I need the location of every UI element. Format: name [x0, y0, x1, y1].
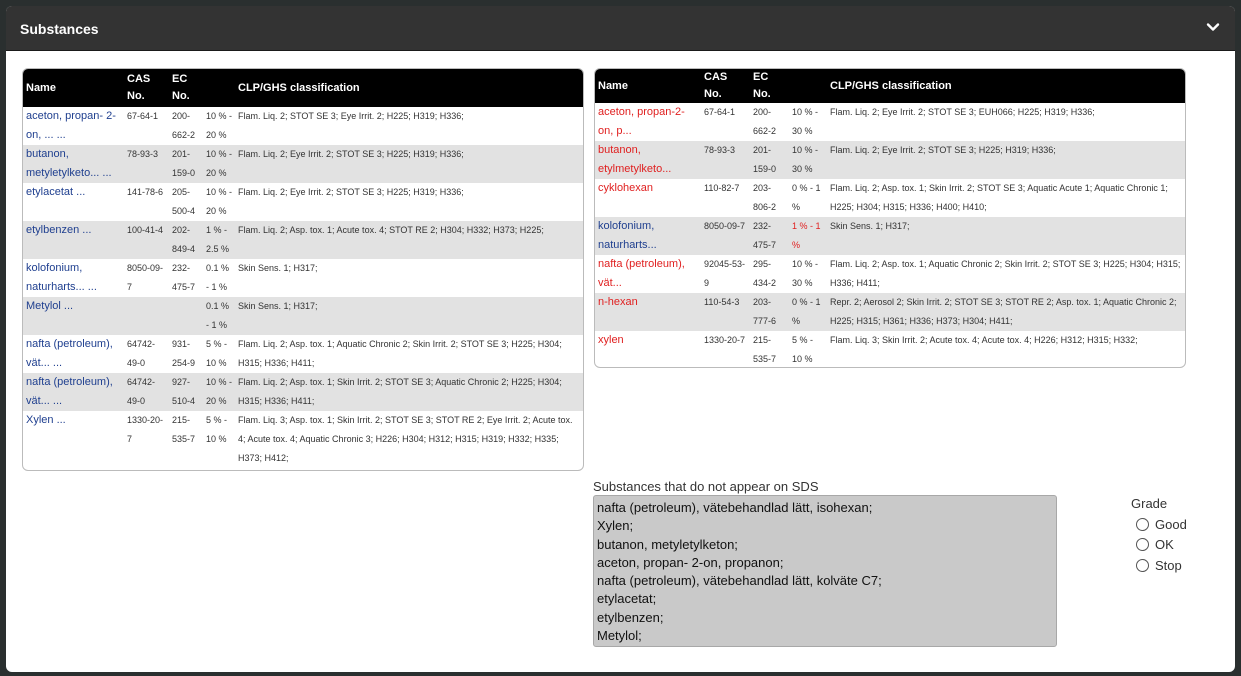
col-header-name: Name: [23, 69, 124, 107]
table-row: [23, 411, 583, 468]
missing-substance-line: etylacetat;: [597, 591, 657, 607]
substance-link[interactable]: Metylol ...: [26, 300, 74, 312]
cas-cell: 78-93-3: [701, 141, 750, 179]
missing-substance-line: nafta (petroleum), vätebehandlad lätt, isohexan;: [597, 500, 873, 515]
radio-stop[interactable]: [1136, 559, 1149, 572]
substance-link[interactable]: xylen: [598, 334, 624, 346]
ec-cell: 203-777-6: [750, 293, 789, 331]
panel-title: Substances: [20, 21, 99, 37]
table-row: [595, 179, 1185, 217]
table-row: [23, 297, 583, 335]
col-header-conc: [789, 69, 827, 103]
cas-cell: 8050-09-7: [701, 217, 750, 255]
concentration-cell: 1 % - 1 %: [789, 217, 827, 255]
substance-link[interactable]: cyklohexan: [598, 182, 654, 194]
table-row: [595, 293, 1185, 331]
cas-cell: 78-93-3: [124, 145, 169, 183]
cas-cell: 64742-49-0: [124, 373, 169, 411]
concentration-cell: 0.1 % - 1 %: [206, 263, 230, 292]
col-header-cas: CAS No.: [124, 69, 169, 107]
substance-link[interactable]: kolofonium, naturharts... ...: [26, 262, 97, 293]
cas-cell: 92045-53-9: [704, 259, 746, 288]
ec-cell: 232-475-7: [172, 263, 196, 292]
cas-cell: 100-41-4: [124, 221, 169, 259]
grade-group: [1131, 496, 1187, 576]
concentration-cell: 5 % - 10 %: [206, 415, 228, 444]
ec-cell: 202-849-4: [169, 221, 203, 259]
substance-link[interactable]: aceton, propan-2-on, p...: [598, 106, 685, 137]
table-row: [23, 373, 583, 411]
missing-substances-textarea[interactable]: [593, 495, 1057, 647]
missing-substance-line: nafta (petroleum), vätebehandlad lätt, kolväte C7;: [597, 573, 882, 589]
ec-cell: 232-475-7: [750, 217, 789, 255]
substance-link[interactable]: etylbenzen ...: [26, 224, 92, 236]
substance-link[interactable]: Xylen ...: [26, 414, 66, 426]
cas-cell: 1330-20-7: [704, 335, 746, 345]
concentration-cell: 10 % - 20 %: [206, 187, 233, 216]
concentration-cell: 0 % - 1 %: [792, 183, 821, 212]
substance-link[interactable]: nafta (petroleum), vät... ...: [26, 338, 113, 369]
concentration-cell: 1 % - 2.5 %: [203, 221, 235, 259]
grade-option-stop[interactable]: [1131, 555, 1187, 576]
clp-cell: Flam. Liq. 2; Eye Irrit. 2; STOT SE 3; H225; H319; H336;: [827, 141, 1185, 179]
clp-cell: Flam. Liq. 2; Asp. tox. 1; Acute tox. 4; STOT RE 2; H304; H332; H373; H225;: [235, 221, 583, 259]
concentration-cell: 10 % - 30 %: [792, 259, 819, 288]
concentration-cell: 10 % - 20 %: [203, 145, 235, 183]
missing-substance-line: aceton, propan- 2-on, propanon;: [597, 554, 784, 570]
table-row: [595, 331, 1185, 368]
clp-cell: Skin Sens. 1; H317;: [827, 217, 1185, 255]
substance-link[interactable]: n-hexan: [598, 296, 638, 308]
ec-cell: 215-535-7: [172, 415, 196, 444]
cas-cell: 110-54-3: [701, 293, 750, 331]
concentration-cell: 10 % - 30 %: [792, 107, 819, 136]
clp-cell: Flam. Liq. 2; Eye Irrit. 2; STOT SE 3; EUH066; H225; H319; H336;: [830, 107, 1095, 117]
table-row: [23, 335, 583, 373]
clp-cell: Flam. Liq. 2; Asp. tox. 1; Aquatic Chronic 2; Skin Irrit. 2; STOT SE 3; H225; H304; H315; H336; H411;: [830, 259, 1181, 288]
ec-cell: 931-254-9: [172, 339, 196, 368]
clp-cell: Flam. Liq. 2; Eye Irrit. 2; STOT SE 3; H225; H319; H336;: [235, 145, 583, 183]
missing-substance-line: Xylen;: [597, 518, 634, 534]
col-header-ec: EC No.: [169, 69, 203, 107]
cas-cell: 67-64-1: [127, 111, 159, 121]
col-header-name: Name: [595, 69, 701, 103]
table-row: [595, 255, 1185, 293]
clp-cell: Skin Sens. 1; H317;: [238, 263, 318, 273]
table-row: [595, 217, 1185, 255]
grade-option-ok[interactable]: [1131, 535, 1187, 556]
missing-substances-label: Substances that do not appear on SDS: [593, 479, 819, 494]
chevron-down-icon[interactable]: [1205, 19, 1221, 35]
substance-link[interactable]: nafta (petroleum), vät... ...: [26, 376, 113, 407]
cas-cell: 141-78-6: [127, 187, 164, 197]
cas-cell: 67-64-1: [704, 107, 736, 117]
substance-link[interactable]: nafta (petroleum), vät...: [598, 258, 685, 289]
radio-ok[interactable]: [1136, 538, 1149, 551]
table-row: [23, 107, 583, 145]
substances-table-right: [594, 68, 1186, 368]
substance-link[interactable]: butanon, metyletylketo... ...: [26, 148, 112, 179]
substance-link[interactable]: kolofonium, naturharts...: [598, 220, 657, 251]
table-row: [595, 141, 1185, 179]
concentration-cell: 5 % - 10 %: [206, 339, 228, 368]
substance-link[interactable]: etylacetat ...: [26, 186, 86, 198]
ec-cell: 203-806-2: [753, 183, 777, 212]
substance-link[interactable]: butanon, etylmetylketo...: [598, 144, 672, 175]
concentration-cell: 0 % - 1 %: [789, 293, 827, 331]
concentration-cell: 10 % - 20 %: [203, 373, 235, 411]
cas-cell: 1330-20-7: [127, 415, 164, 444]
clp-cell: Flam. Liq. 2; Asp. tox. 1; Skin Irrit. 2; STOT SE 3; Aquatic Acute 1; Aquatic Chronic 1; H225; H304; H315; H336; H400; H410;: [830, 183, 1168, 212]
clp-cell: Flam. Liq. 2; STOT SE 3; Eye Irrit. 2; H225; H319; H336;: [238, 111, 464, 121]
substance-link[interactable]: aceton, propan- 2-on, ... ...: [26, 110, 116, 141]
clp-cell: Skin Sens. 1; H317;: [235, 297, 583, 335]
panel-header[interactable]: [6, 6, 1235, 51]
missing-substance-line: butanon, metyletylketon;: [597, 536, 738, 552]
table-row: [23, 221, 583, 259]
cas-cell: 110-82-7: [704, 183, 740, 193]
missing-substance-line: Metylol;: [597, 628, 642, 644]
table-row: [23, 183, 583, 221]
cas-cell: 64742-49-0: [127, 339, 156, 368]
clp-cell: Flam. Liq. 3; Asp. tox. 1; Skin Irrit. 2; STOT SE 3; STOT RE 2; Eye Irrit. 2; Acute tox. 4; Acute tox. 4; Aquatic Chronic 3; H226; H304; H312; H315; H319; H332; H335; H373; H412;: [238, 415, 573, 463]
grade-label: Grade: [1131, 496, 1168, 511]
grade-option-label: Good: [1155, 516, 1187, 532]
col-header-clp: CLP/GHS classification: [235, 69, 583, 107]
grade-option-label: OK: [1155, 537, 1174, 553]
table-row: [595, 103, 1185, 141]
radio-good[interactable]: [1136, 518, 1149, 531]
grade-option-label: Stop: [1155, 557, 1182, 573]
ec-cell: 201-159-0: [169, 145, 203, 183]
clp-cell: Flam. Liq. 2; Eye Irrit. 2; STOT SE 3; H225; H319; H336;: [238, 187, 464, 197]
grade-option-good[interactable]: [1131, 514, 1187, 535]
ec-cell: [169, 297, 203, 335]
clp-cell: Flam. Liq. 2; Asp. tox. 1; Aquatic Chronic 2; Skin Irrit. 2; STOT SE 3; H225; H304; H315; H336; H411;: [238, 339, 562, 368]
concentration-cell: 10 % - 30 %: [789, 141, 827, 179]
concentration-cell: 0.1 % - 1 %: [203, 297, 235, 335]
ec-cell: 200-662-2: [172, 111, 196, 140]
ec-cell: 295-434-2: [753, 259, 777, 288]
ec-cell: 205-500-4: [172, 187, 196, 216]
ec-cell: 200-662-2: [753, 107, 777, 136]
ec-cell: 927-510-4: [169, 373, 203, 411]
col-header-cas: CAS No.: [701, 69, 750, 103]
col-header-ec: EC No.: [750, 69, 789, 103]
col-header-clp: CLP/GHS classification: [827, 69, 1185, 103]
table-row: [23, 259, 583, 297]
concentration-cell: 5 % - 10 %: [792, 335, 814, 364]
missing-substance-line: etylbenzen;: [597, 609, 664, 625]
ec-cell: 201-159-0: [750, 141, 789, 179]
ec-cell: 215-535-7: [753, 335, 777, 364]
clp-cell: Flam. Liq. 2; Asp. tox. 1; Skin Irrit. 2; STOT SE 3; Aquatic Chronic 2; H225; H304; H315; H336; H411;: [235, 373, 583, 411]
cas-cell: 8050-09-7: [127, 263, 164, 292]
col-header-conc: [203, 69, 235, 107]
substances-table-left: [22, 68, 584, 471]
clp-cell: Repr. 2; Aerosol 2; Skin Irrit. 2; STOT SE 3; STOT RE 2; Asp. tox. 1; Aquatic Chronic 2; H225; H315; H361; H336; H373; H304; H411;: [827, 293, 1185, 331]
clp-cell: Flam. Liq. 3; Skin Irrit. 2; Acute tox. 4; Acute tox. 4; H226; H312; H315; H332;: [830, 335, 1138, 345]
table-row: [23, 145, 583, 183]
concentration-cell: 10 % - 20 %: [206, 111, 233, 140]
cas-cell: [124, 297, 169, 335]
